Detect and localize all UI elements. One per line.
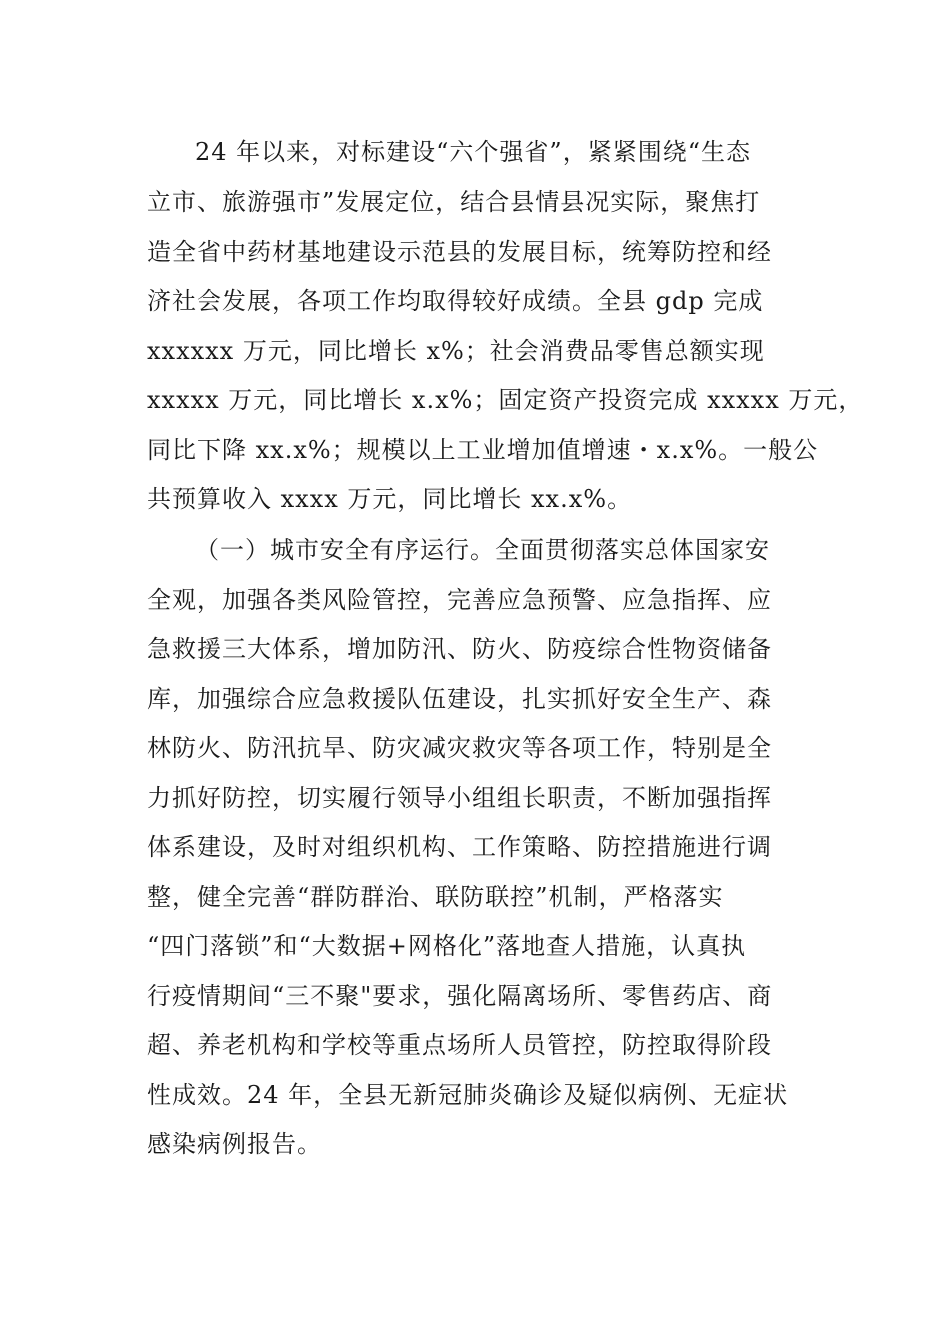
text-line: xxxxx 万元，同比增长 x.x%；固定资产投资完成 xxxxx 万元，: [147, 386, 864, 414]
text-line: “四门落锁”和“大数据+网格化”落地查人措施，认真执: [147, 932, 747, 960]
text-line: 林防火、防汛抗旱、防灾减灾救灾等各项工作，特别是全: [147, 734, 772, 762]
text-line: 力抓好防控，切实履行领导小组组长职责，不断加强指挥: [147, 784, 772, 812]
text-line: 共预算收入 xxxx 万元，同比增长 xx.x%。: [147, 485, 633, 513]
text-line: 急救援三大体系，增加防汛、防火、防疫综合性物资储备: [147, 635, 772, 663]
text-line: 造全省中药材基地建设示范县的发展目标，统筹防控和经: [147, 238, 772, 266]
text-line: 行疫情期间“三不聚"要求，强化隔离场所、零售药店、商: [147, 982, 773, 1010]
text-line: 体系建设，及时对组织机构、工作策略、防控措施进行调: [147, 833, 772, 861]
text-line: 性成效。24 年，全县无新冠肺炎确诊及疑似病例、无症状: [147, 1081, 789, 1109]
text-line: 同比下降 xx.x%；规模以上工业增加值增速・x.x%。一般公: [147, 436, 819, 464]
text-line: 全观，加强各类风险管控，完善应急预警、应急指挥、应: [147, 586, 772, 614]
text-line: 济社会发展，各项工作均取得较好成绩。全县 gdp 完成: [147, 287, 764, 315]
text-line: 立市、旅游强市”发展定位，结合县情县况实际，聚焦打: [147, 188, 761, 216]
text-line: xxxxxx 万元，同比增长 x%；社会消费品零售总额实现: [147, 337, 765, 365]
text-line: 24 年以来，对标建设“六个强省”，紧紧围绕“生态: [195, 138, 751, 166]
text-line: 整，健全完善“群防群治、联防联控”机制，严格落实: [147, 883, 724, 911]
text-line: 超、养老机构和学校等重点场所人员管控，防控取得阶段: [147, 1031, 772, 1059]
text-line: 库，加强综合应急救援队伍建设，扎实抓好安全生产、森: [147, 685, 772, 713]
text-line: （一）城市安全有序运行。全面贯彻落实总体国家安: [195, 536, 770, 564]
text-line: 感染病例报告。: [147, 1130, 322, 1158]
